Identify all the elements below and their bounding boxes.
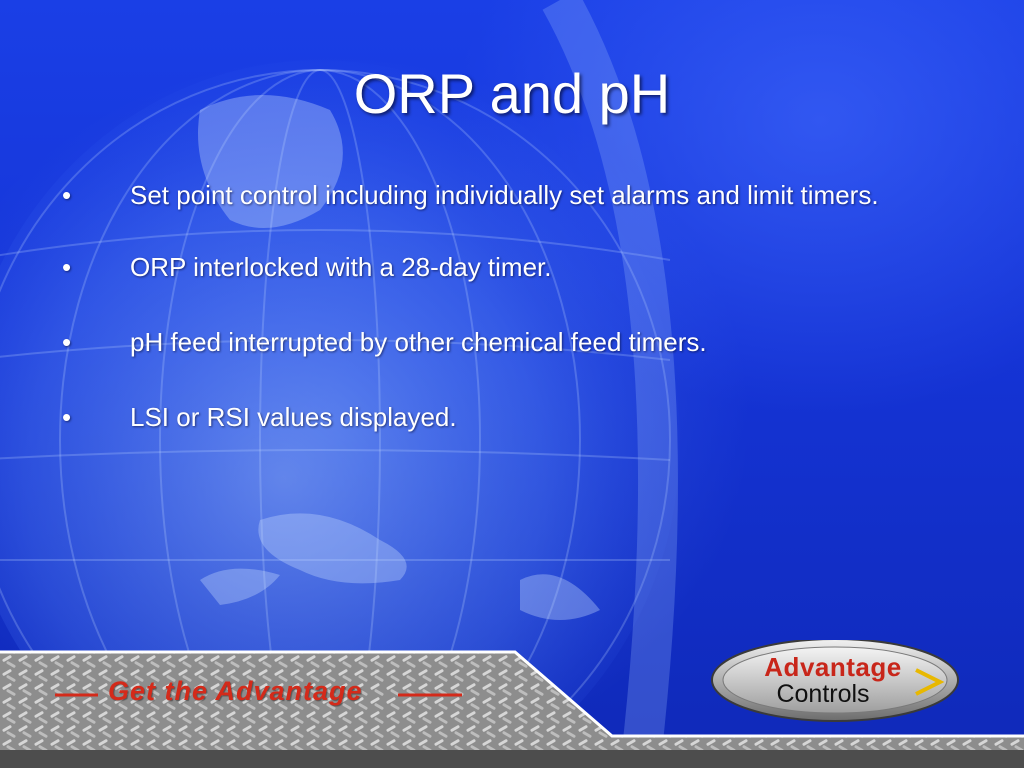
bullet-text: LSI or RSI values displayed. — [130, 402, 457, 432]
bullet-marker: • — [62, 252, 72, 282]
bullet-item — [60, 327, 964, 357]
bullet-text: ORP interlocked with a 28-day timer. — [130, 252, 552, 282]
slide-title: ORP and pH — [353, 62, 671, 125]
bullet-item — [60, 252, 964, 282]
bullet-item — [60, 402, 964, 432]
bullet-marker: • — [62, 402, 72, 432]
bullet-marker: • — [62, 180, 72, 210]
bullet-text: pH feed interrupted by other chemical feed timers. — [130, 327, 707, 357]
bullet-marker: • — [62, 327, 72, 357]
bullet-item — [60, 180, 964, 210]
footer-tagline: Get the Advantage — [108, 676, 363, 706]
logo-text-controls: Controls — [776, 680, 870, 708]
bullet-list — [60, 180, 964, 477]
logo-text-advantage: Advantage — [764, 652, 902, 682]
bullet-text: Set point control including individually set alarms and limit timers. — [130, 180, 879, 210]
